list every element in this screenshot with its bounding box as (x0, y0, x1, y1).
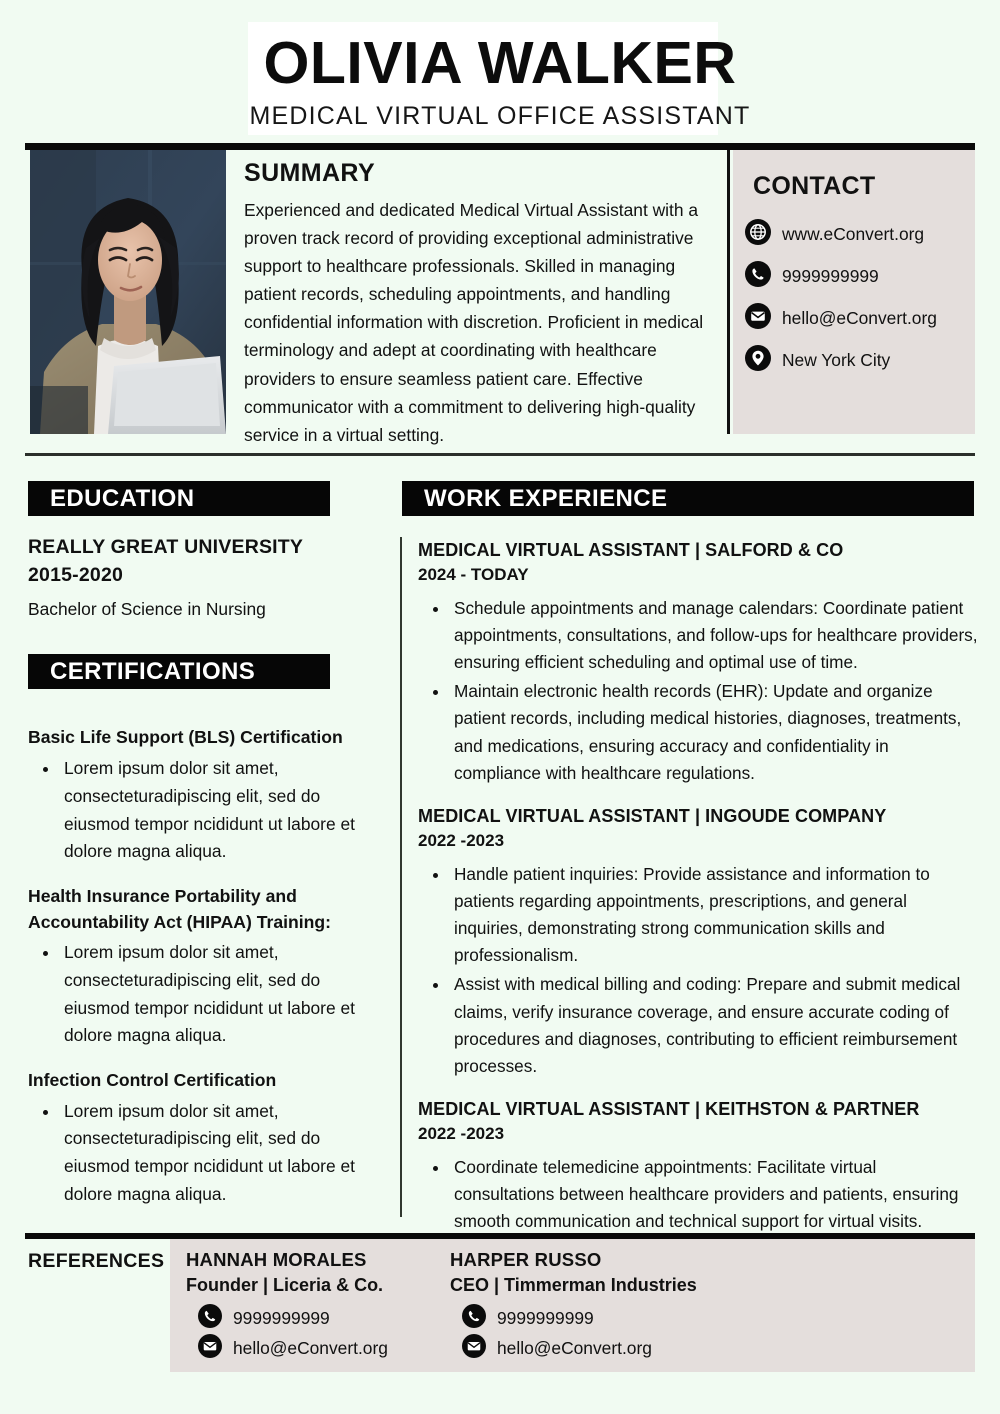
certification-bullets (28, 755, 374, 866)
reference-role: Founder | Liceria & Co. (186, 1274, 384, 1295)
phone-icon (198, 1304, 222, 1333)
list-item: • Coordinate telemedicine appointments: Facilitate virtual consultations between healthcare providers and patients, ensuring smooth communication and technical support for virtual visits. (450, 1154, 978, 1236)
work-entry (418, 537, 978, 787)
contact-website-value: www.eConvert.org (782, 223, 925, 244)
job-title-subtitle: MEDICAL VIRTUAL OFFICE ASSISTANT (249, 102, 751, 130)
education-school: REALLY GREAT UNIVERSITY (28, 536, 304, 558)
education-degree: Bachelor of Science in Nursing (28, 599, 266, 620)
contact-email-value: hello@eConvert.org (782, 307, 937, 328)
email-icon (462, 1334, 486, 1363)
globe-icon (745, 219, 771, 250)
work-job-bullets (418, 595, 978, 787)
contact-vertical-divider (727, 150, 730, 434)
section-heading-certifications: CERTIFICATIONS (28, 654, 330, 689)
section-heading-work-experience: WORK EXPERIENCE (402, 481, 974, 516)
phone-icon (745, 261, 771, 292)
work-job-bullets (418, 1154, 978, 1236)
list-item: • Lorem ipsum dolor sit amet, consecteturadipiscing elit, sed do eiusmod tempor ncididunt ut labore et dolore magna aliqua. (60, 939, 374, 1050)
list-item: • Schedule appointments and manage calendars: Coordinate patient appointments, consultations, and follow-ups for healthcare providers, ensuring efficient scheduling and optimal use of time. (450, 595, 978, 677)
contact-section (733, 150, 975, 434)
certification-entry (28, 1068, 374, 1209)
work-job-title: MEDICAL VIRTUAL ASSISTANT | INGOUDE COMPANY (418, 805, 887, 826)
reference-phone-row[interactable] (462, 1303, 697, 1333)
reference-email-value: hello@eConvert.org (497, 1337, 652, 1358)
header-divider-rule (25, 143, 975, 150)
references-label: REFERENCES (28, 1250, 165, 1272)
work-entry (418, 1096, 978, 1235)
contact-item-email[interactable] (745, 301, 975, 336)
reference-email-value: hello@eConvert.org (233, 1337, 388, 1358)
contact-phone-value: 9999999999 (782, 265, 879, 286)
contact-list (745, 217, 975, 385)
list-item: • Handle patient inquiries: Provide assistance and information to patients regarding appointments, prescriptions, and general inquiries, demonstrating strong communication skills and professionalism. (450, 861, 978, 970)
summary-body: Experienced and dedicated Medical Virtual Assistant with a proven track record of providing exceptional administrative support to healthcare professionals. Skilled in managing patient records, scheduling appointments, and handling confidential information with discretion. Proficient in medical terminology and adept at coordinating with healthcare providers to ensure seamless patient care. Effective communicator with a commitment to delivering high-quality service in a virtual setting. (244, 199, 704, 445)
summary-heading: SUMMARY (244, 159, 376, 187)
certification-entry (28, 884, 374, 1050)
certification-bullets (28, 1098, 374, 1209)
work-entry (418, 803, 978, 1080)
phone-icon (462, 1304, 486, 1333)
reference-email-row[interactable] (198, 1333, 388, 1363)
contact-item-website[interactable] (745, 217, 975, 252)
certification-entry (28, 725, 374, 866)
contact-item-location[interactable] (745, 343, 975, 378)
reference-entry (186, 1248, 388, 1363)
contact-heading: CONTACT (753, 172, 876, 200)
reference-email-row[interactable] (462, 1333, 697, 1363)
education-entry (28, 534, 374, 622)
contact-location-value: New York City (782, 349, 891, 370)
email-icon (198, 1334, 222, 1363)
list-item: • Assist with medical billing and coding: Prepare and submit medical claims, verify insurance coverage, and ensure accurate coding of procedures and diagnoses, contributing to efficient reimbursement processes. (450, 971, 978, 1080)
page-title: OLIVIA WALKER (263, 30, 737, 96)
certification-bullets (28, 939, 374, 1050)
certification-title: Infection Control Certification (28, 1070, 277, 1091)
reference-phone-value: 9999999999 (497, 1307, 594, 1328)
work-job-dates: 2022 -2023 (418, 1124, 505, 1144)
work-job-dates: 2024 - TODAY (418, 565, 529, 585)
list-item: • Lorem ipsum dolor sit amet, consecteturadipiscing elit, sed do eiusmod tempor ncididunt ut labore et dolore magna aliqua. (60, 755, 374, 866)
work-job-dates: 2022 -2023 (418, 831, 505, 851)
certification-title: Basic Life Support (BLS) Certification (28, 727, 343, 748)
reference-name: HANNAH MORALES (186, 1249, 367, 1270)
certification-title: Health Insurance Portability and Accountability Act (HIPAA) Training: (28, 886, 332, 932)
work-job-title: MEDICAL VIRTUAL ASSISTANT | KEITHSTON & PARTNER (418, 1099, 920, 1120)
reference-entry (450, 1248, 697, 1363)
work-job-bullets (418, 861, 978, 1080)
list-item: • Lorem ipsum dolor sit amet, consecteturadipiscing elit, sed do eiusmod tempor ncididunt ut labore et dolore magna aliqua. (60, 1098, 374, 1209)
profile-photo (30, 150, 226, 434)
reference-phone-value: 9999999999 (233, 1307, 330, 1328)
reference-phone-row[interactable] (198, 1303, 388, 1333)
left-column (28, 534, 374, 1227)
column-vertical-divider (400, 537, 402, 1217)
summary-section (244, 160, 722, 449)
work-job-title: MEDICAL VIRTUAL ASSISTANT | SALFORD & CO (418, 540, 844, 560)
reference-role: CEO | Timmerman Industries (450, 1274, 697, 1295)
section-heading-education: EDUCATION (28, 481, 330, 516)
contact-item-phone[interactable] (745, 259, 975, 294)
location-pin-icon (745, 345, 771, 376)
list-item: • Maintain electronic health records (EHR): Update and organize patient records, including medical histories, diagnoses, treatments, and medications, ensuring accuracy and confidentiality in compliance with healthcare regulations. (450, 678, 978, 787)
email-icon (745, 303, 771, 334)
reference-name: HARPER RUSSO (450, 1249, 602, 1270)
education-years: 2015-2020 (28, 563, 124, 586)
resume-header (0, 0, 1000, 128)
mid-divider-rule (25, 453, 975, 456)
work-experience-column (418, 537, 978, 1251)
